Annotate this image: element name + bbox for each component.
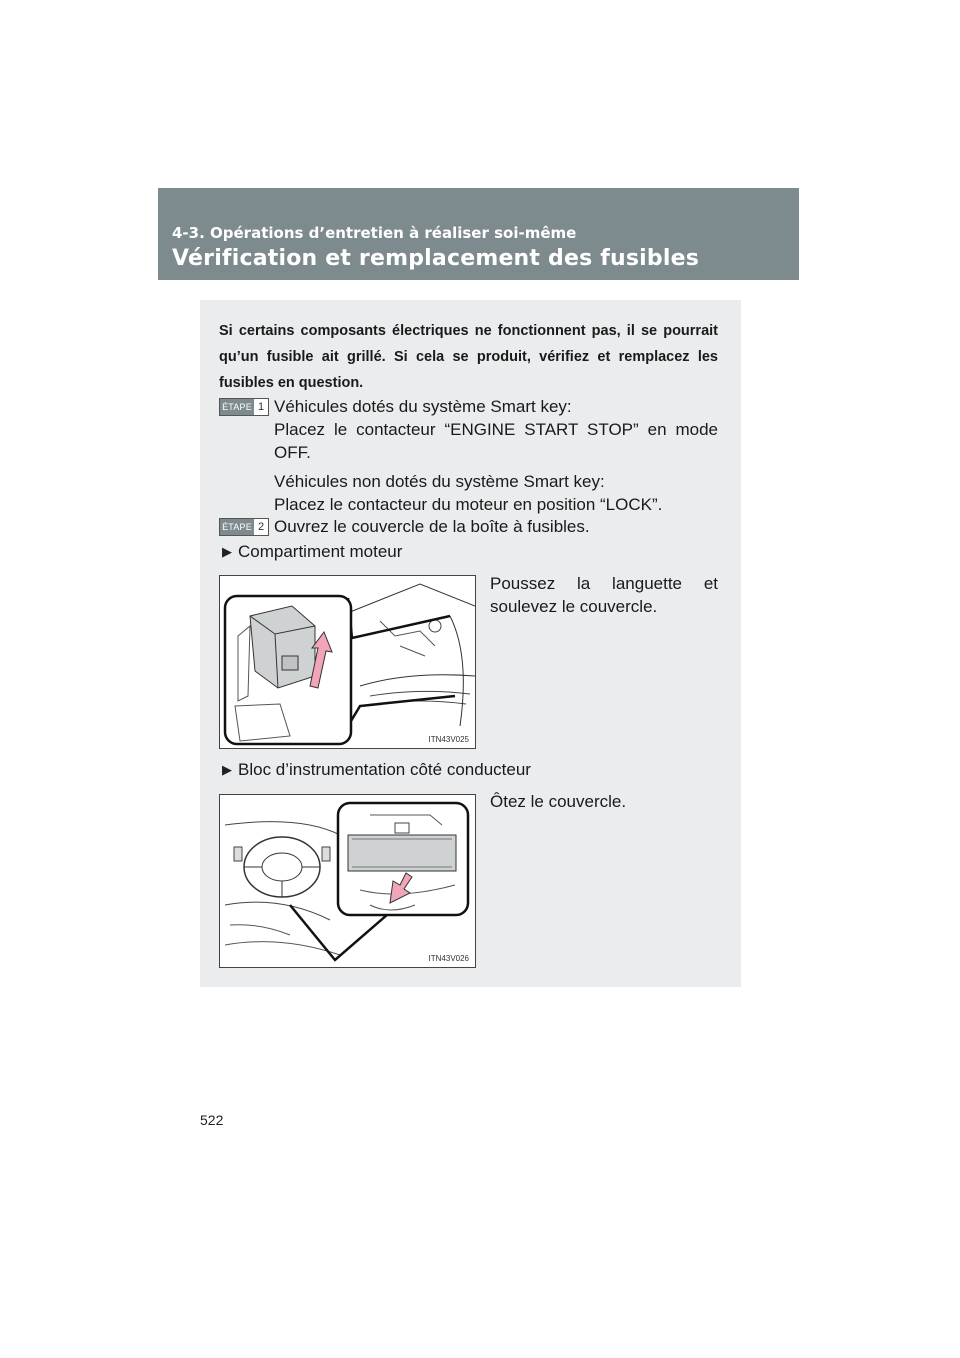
section-label: 4-3. Opérations d’entretien à réaliser soi-même	[172, 224, 577, 242]
dashboard-section-heading	[222, 760, 531, 780]
figure-code: ITN43V026	[428, 954, 469, 963]
step-1-line-2: Placez le contacteur “ENGINE START STOP” en mode OFF.	[274, 420, 718, 462]
step-1-line-3: Véhicules non dotés du système Smart key:	[274, 472, 605, 491]
step-1-line-1: Véhicules dotés du système Smart key:	[274, 397, 572, 416]
dashboard-fuse-box-drawing	[220, 795, 475, 967]
engine-fuse-box-drawing	[220, 576, 475, 748]
step-1-badge	[219, 398, 269, 416]
triangle-bullet-icon: ▶	[222, 762, 232, 777]
engine-section-heading-text: Compartiment moteur	[238, 542, 403, 561]
page-number: 522	[200, 1112, 224, 1128]
step-2-line-1: Ouvrez le couvercle de la boîte à fusibles.	[274, 517, 590, 536]
engine-section-heading	[222, 542, 402, 562]
figure-code: ITN43V025	[428, 735, 469, 744]
engine-fuse-box-illustration	[219, 575, 476, 749]
engine-section-instruction: Poussez la languette et soulevez le couvercle.	[490, 574, 718, 616]
content-box	[200, 300, 741, 987]
page-title: Vérification et remplacement des fusibles	[172, 246, 699, 271]
intro-text: Si certains composants électriques ne fonctionnent pas, il se pourrait qu’un fusible ait grillé. Si cela se produit, vérifiez et remplacez les fusibles en question.	[219, 323, 718, 391]
step-badge-number: 1	[257, 401, 265, 413]
step-1-line-4: Placez le contacteur du moteur en position “LOCK”.	[274, 495, 663, 514]
step-badge-number: 2	[257, 521, 265, 533]
step-2-badge	[219, 518, 269, 536]
header-band	[158, 188, 799, 280]
dashboard-section-instruction: Ôtez le couvercle.	[490, 792, 627, 811]
step-badge-word: ÉTAPE	[220, 399, 254, 415]
triangle-bullet-icon: ▶	[222, 544, 232, 559]
step-badge-word: ÉTAPE	[220, 519, 254, 535]
dashboard-section-heading-text: Bloc d’instrumentation côté conducteur	[238, 760, 531, 779]
dashboard-fuse-box-illustration	[219, 794, 476, 968]
